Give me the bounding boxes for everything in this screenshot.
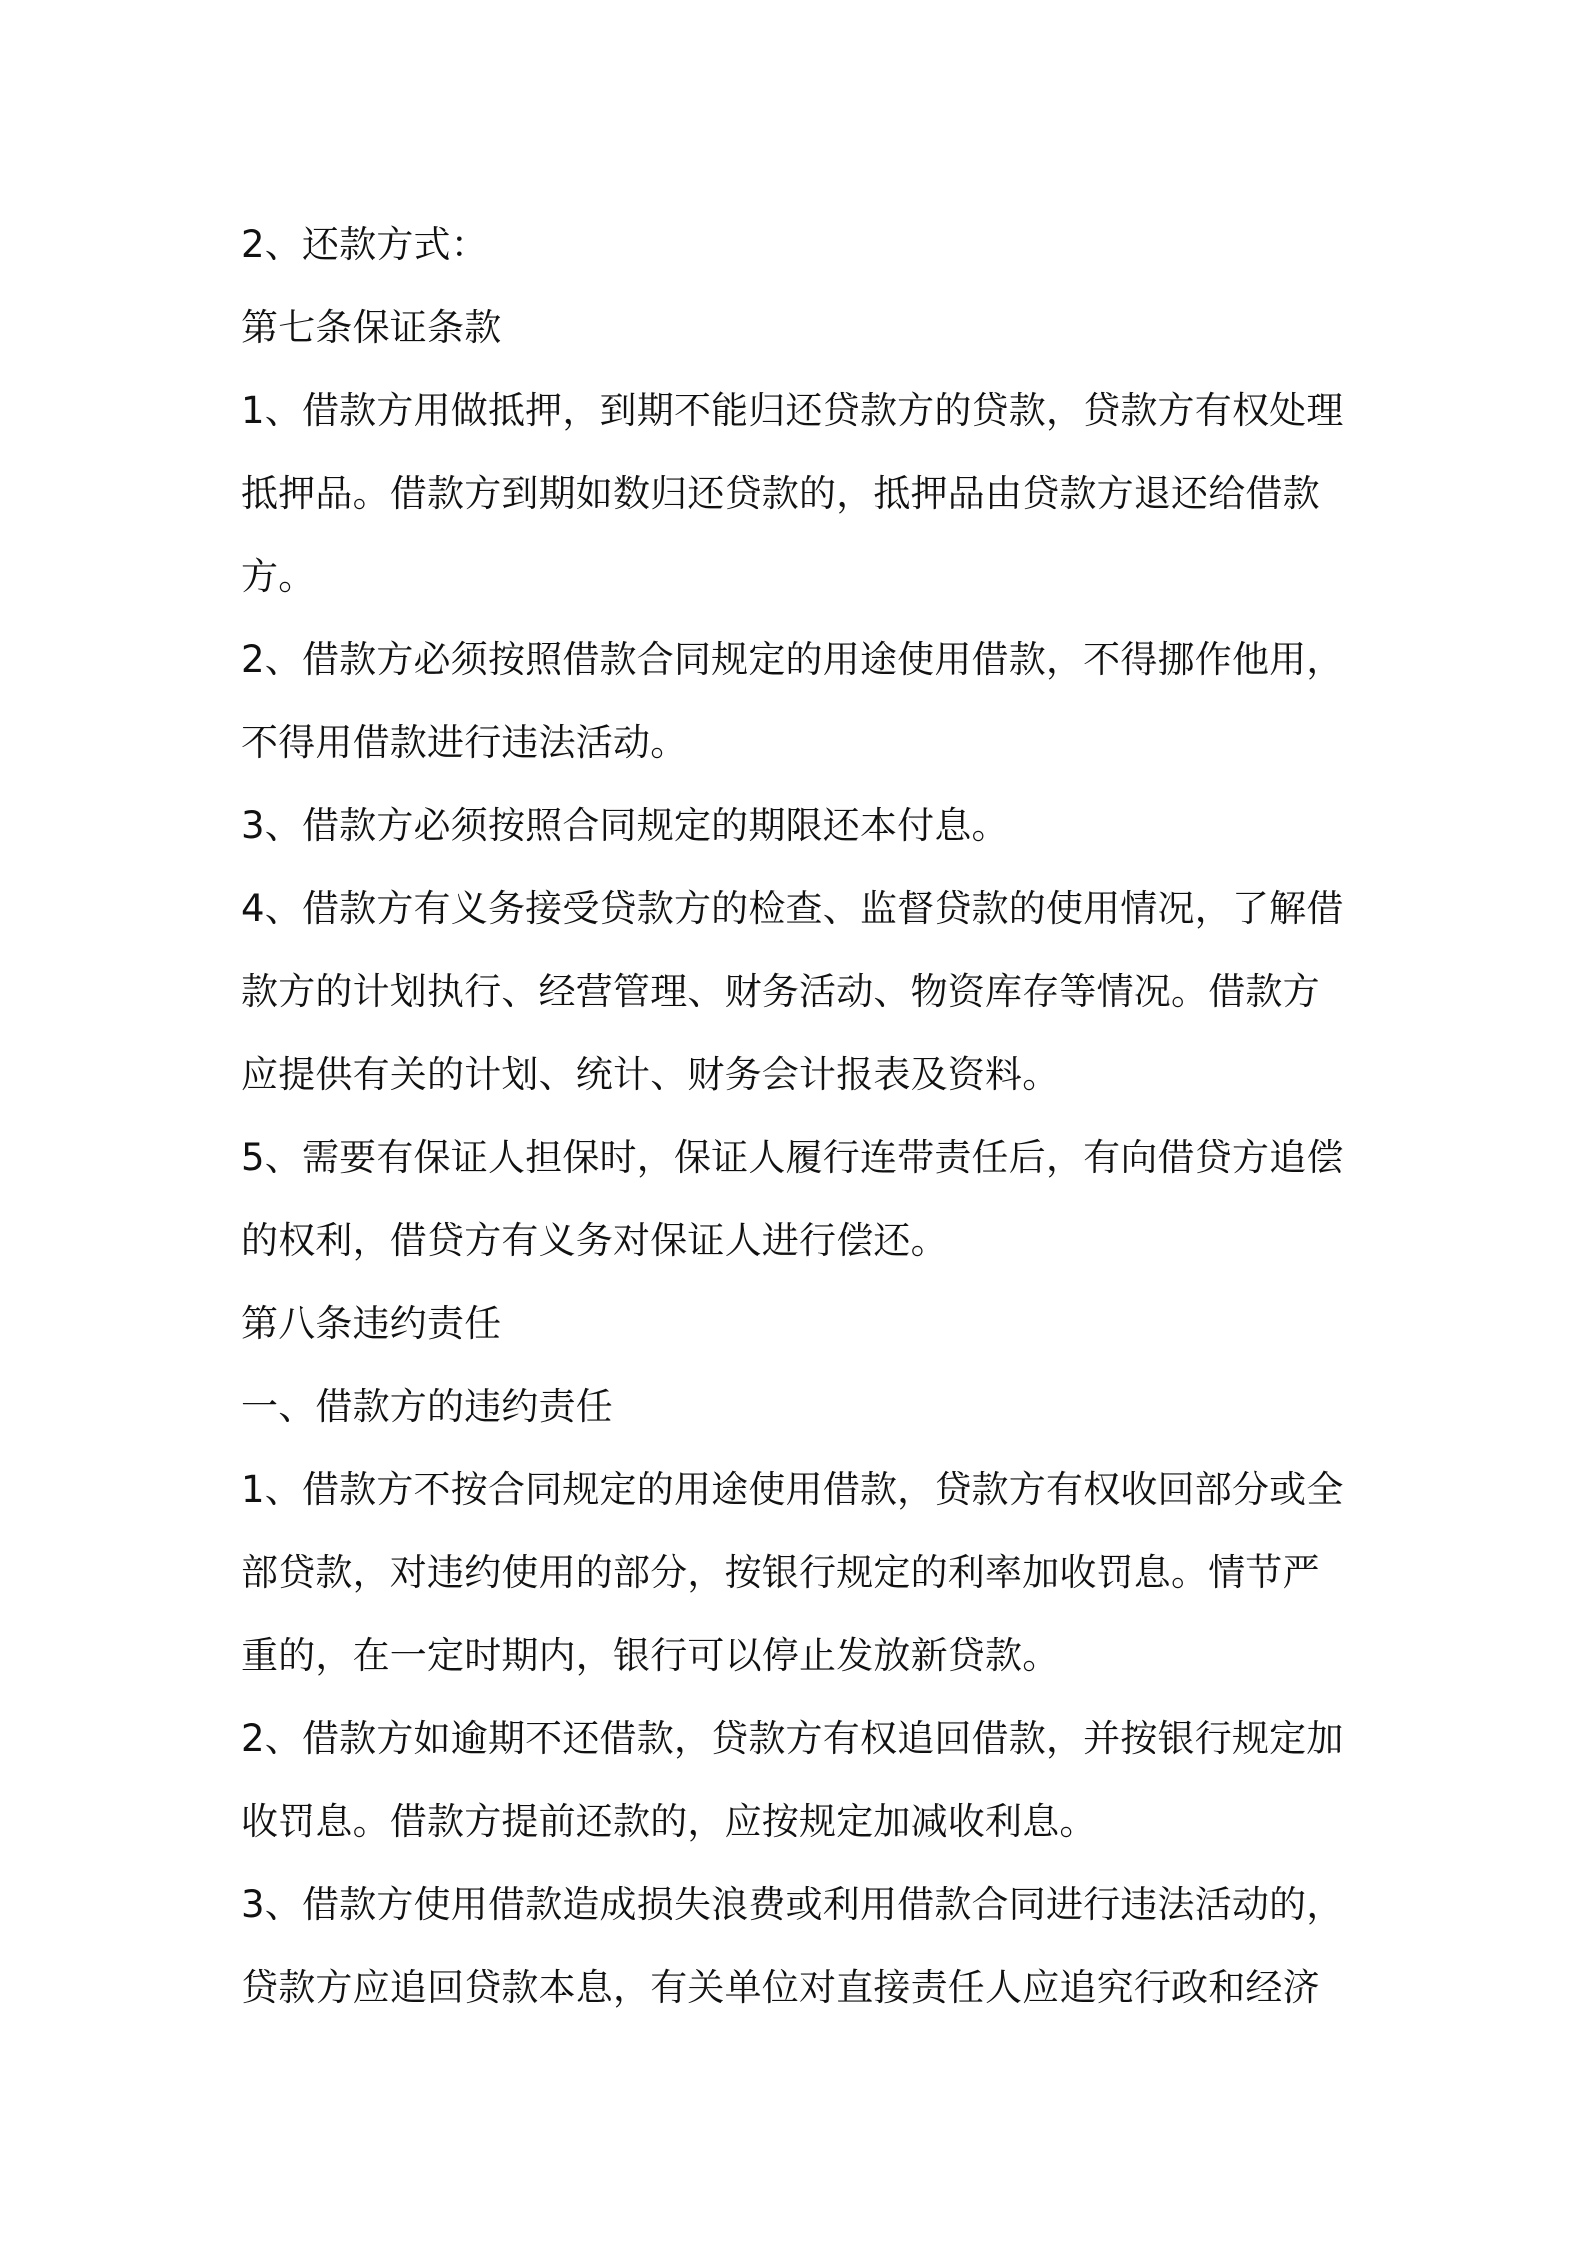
paragraph-line: 款方的计划执行、经营管理、财务活动、物资库存等情况。借款方 xyxy=(241,970,1320,1013)
paragraph-line: 2、借款方必须按照借款合同规定的用途使用借款，不得挪作他用， xyxy=(241,638,1344,681)
article-8-heading: 第八条违约责任 xyxy=(241,1302,502,1345)
repayment-method-line: 2、还款方式： xyxy=(241,223,488,266)
paragraph-line: 重的，在一定时期内，银行可以停止发放新贷款。 xyxy=(241,1634,1060,1677)
paragraph-line: 2、借款方如逾期不还借款，贷款方有权追回借款，并按银行规定加 xyxy=(241,1717,1344,1760)
paragraph-line: 收罚息。借款方提前还款的，应按规定加减收利息。 xyxy=(241,1800,1097,1843)
paragraph-line: 方。 xyxy=(241,555,316,598)
paragraph-line: 应提供有关的计划、统计、财务会计报表及资料。 xyxy=(241,1053,1060,1096)
paragraph-line: 1、借款方不按合同规定的用途使用借款，贷款方有权收回部分或全 xyxy=(241,1468,1344,1511)
paragraph-line: 3、借款方使用借款造成损失浪费或利用借款合同进行违法活动的， xyxy=(241,1883,1344,1926)
paragraph-line: 5、需要有保证人担保时，保证人履行连带责任后，有向借贷方追偿 xyxy=(241,1136,1344,1179)
paragraph-line: 贷款方应追回贷款本息，有关单位对直接责任人应追究行政和经济 xyxy=(241,1966,1320,2009)
section-heading: 一、借款方的违约责任 xyxy=(241,1385,613,1428)
article-7-heading: 第七条保证条款 xyxy=(241,306,502,349)
paragraph-line: 部贷款，对违约使用的部分，按银行规定的利率加收罚息。情节严 xyxy=(241,1551,1320,1594)
paragraph-line: 1、借款方用做抵押，到期不能归还贷款方的贷款，贷款方有权处理 xyxy=(241,389,1344,432)
paragraph-line: 的权利，借贷方有义务对保证人进行偿还。 xyxy=(241,1219,948,1262)
document-body xyxy=(241,203,1361,2029)
paragraph-line: 3、借款方必须按照合同规定的期限还本付息。 xyxy=(241,804,1009,847)
paragraph-line: 4、借款方有义务接受贷款方的检查、监督贷款的使用情况，了解借 xyxy=(241,887,1344,930)
paragraph-line: 抵押品。借款方到期如数归还贷款的，抵押品由贷款方退还给借款 xyxy=(241,472,1320,515)
paragraph-line: 不得用借款进行违法活动。 xyxy=(241,721,688,764)
